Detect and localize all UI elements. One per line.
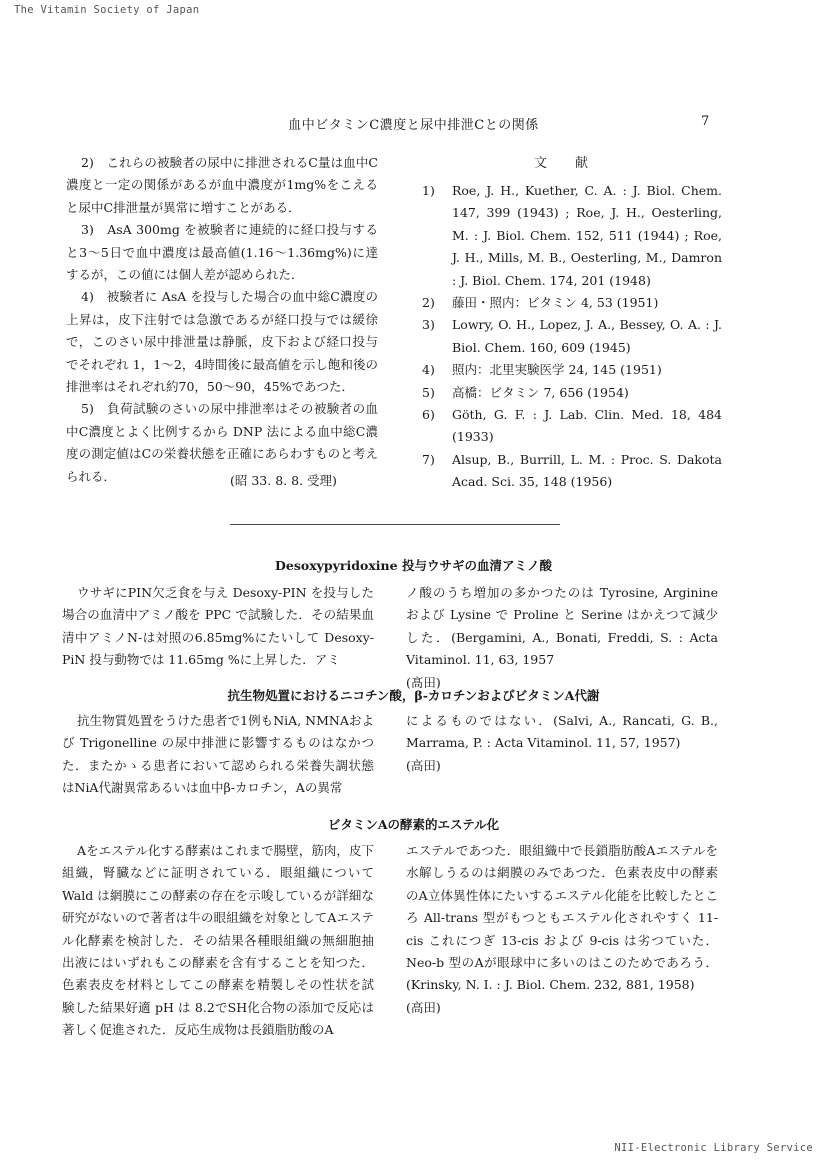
abstract-text: によるものではない．(Salvi, A., Rancati, G. B., Marrama, P. : Acta Vitaminol. 11, 57, 1957)	[406, 713, 718, 751]
paragraph: 2) これらの被験者の尿中に排泄されるC量は血中C濃度と一定の関係があるが血中濃度が1mg%をこえると尿中C排泄量が異常に増すことがある．	[66, 155, 378, 215]
abstract-text: エステルであつた．眼組織中で長鎖脂肪酸Aエステルを水解しうるのは網膜のみであつた．色素表皮中の酵素のA立体異性体にたいするエステル化能を比較したところ All-trans 型がもつともエステル化されやすく 11-cis これにつぎ 13-cis および 9-cis は劣つていた．Neo-b 型のAが眼球中に多いのはこのためであろう．(Krinsky, N. I. : J. Biol. Chem. 232, 881, 1958)	[406, 843, 718, 993]
abstract-title: Desoxypyridoxine 投与ウサギの血清アミノ酸	[275, 558, 552, 573]
reference-item	[422, 314, 722, 359]
reference-text: Lowry, O. H., Lopez, J. A., Bessey, O. A. : J. Biol. Chem. 160, 609 (1945)	[452, 317, 722, 355]
reference-text: 照内：北里実験医学 24, 145 (1951)	[452, 362, 662, 378]
references-title: 文献	[533, 156, 616, 171]
abstract-text: ウサギにPIN欠乏食を与え Desoxy-PIN を投与した場合の血清中アミノ酸を PPC で試験した．その結果血清中アミノN-は対照の6.85mg%にたいして Desoxy-PiN 投与動物では 11.65mg %に上昇した．アミ	[62, 585, 374, 668]
abstract-left-column	[62, 840, 374, 1042]
received-date: (昭 33. 8. 8. 受理)	[230, 473, 337, 488]
reference-number: 1)	[422, 183, 435, 198]
abstract-left-column	[62, 582, 374, 672]
abstract-title: ビタミンAの酵素的エステル化	[327, 817, 500, 832]
article-left-column	[66, 152, 378, 488]
abstract-credit: (高田)	[406, 757, 441, 773]
reference-text: Roe, J. H., Kuether, C. A. : J. Biol. Chem. 147, 399 (1943) ; Roe, J. H., Oesterling, M. : J. Biol. Chem. 152, 511 (1944) ; Roe, J. H., Mills, M. B., Oesterling, M., Damron : J. Biol. Chem. 174, 201 (1948)	[452, 183, 722, 288]
reference-text: Alsup, B., Burrill, L. M. : Proc. S. Dakota Acad. Sci. 35, 148 (1956)	[452, 451, 722, 490]
reference-number: 4)	[422, 362, 435, 378]
reference-text: 藤田・照内：ビタミン 4, 53 (1951)	[452, 295, 659, 311]
reference-text: Göth, G. F. : J. Lab. Clin. Med. 18, 484 (1933)	[452, 407, 722, 445]
watermark-top: The Vitamin Society of Japan	[14, 4, 200, 16]
references-list	[422, 180, 722, 494]
abstract-right-column	[406, 710, 718, 777]
reference-item	[422, 292, 722, 314]
abstract-text: Aをエステル化する酵素はこれまで腸壁，筋肉，皮下組織，腎臓などに証明されている．眼組織について Wald は網膜にこの酵素の存在を示唆しているが詳細な研究がないので著者は牛の眼組織を対象としてAエステル化酵素を検討した．その結果各種眼組織の無細胞抽出液にはいずれもこの酵素を含有することを知つた．色素表皮を材料としてこの酵素を精製しその性状を試験した結果好適 pH は 8.2でSH化合物の添加で反応は著しく促進された．反応生成物は長鎖脂肪酸のA	[62, 843, 374, 1038]
abstract-left-column	[62, 710, 374, 800]
page-number: 7	[701, 114, 710, 129]
paragraph: 3) AsA 300mg を被験者に連続的に経口投与すると3〜5日で血中濃度は最高値(1.16〜1.36mg%)に達するが，この値には個人差が認められた．	[66, 222, 378, 283]
reference-number: 3)	[422, 317, 435, 333]
abstract-credit: (高田)	[406, 999, 441, 1015]
abstract-right-column	[406, 840, 718, 1019]
reference-item	[422, 404, 722, 449]
reference-item	[422, 359, 722, 381]
paragraph: 5) 負荷試験のさいの尿中排泄率はその被験者の血中C濃度とよく比例するから DNP 法による血中総C濃度の測定値はCの栄養状態を正確にあらわすものと考えられる．	[66, 401, 378, 484]
reference-text: 高橋：ビタミン 7, 656 (1954)	[452, 384, 629, 400]
reference-item	[422, 180, 722, 292]
paragraph: 4) 被験者に AsA を投与した場合の血中総C濃度の上昇は，皮下注射では急激であるが経口投与では緩徐で，このさい尿中排泄量は静脈，皮下および経口投与でそれぞれ 1，1〜2，4時間後に最高値を示し飽和後の排泄率はそれぞれ約70，50〜90，45%であつた．	[66, 289, 378, 395]
reference-number: 7)	[422, 451, 435, 467]
reference-item	[422, 382, 722, 404]
reference-item	[422, 449, 722, 494]
abstract-text: ノ酸のうち増加の多かつたのは Tyrosine, Arginine および Lysine で Proline と Serine はかえつて減少した．(Bergamini, A., Bonati, Freddi, S. : Acta Vitaminol. 11, 63, 1957	[406, 585, 718, 668]
abstract-credit: (髙田)	[406, 674, 441, 690]
abstract-right-column	[406, 582, 718, 694]
reference-number: 2)	[422, 295, 435, 311]
watermark-bottom: NII-Electronic Library Service	[614, 1142, 813, 1154]
reference-number: 5)	[422, 384, 435, 400]
running-head: 血中ビタミンC濃度と尿中排泄Cとの関係	[288, 118, 539, 133]
abstract-title: 抗生物処置におけるニコチン酸，β-カロチンおよびビタミンA代謝	[227, 688, 600, 703]
abstract-text: 抗生物質処置をうけた患者で1例もNiA, NMNAおよび Trigonelline の尿中排泄に影響するものはなかつた．またかゝる患者において認められる栄養失調状態はNiA代謝異常あるいは血中β-カロチン，Aの異常	[62, 713, 374, 796]
reference-number: 6)	[422, 407, 435, 423]
section-divider	[230, 524, 560, 525]
